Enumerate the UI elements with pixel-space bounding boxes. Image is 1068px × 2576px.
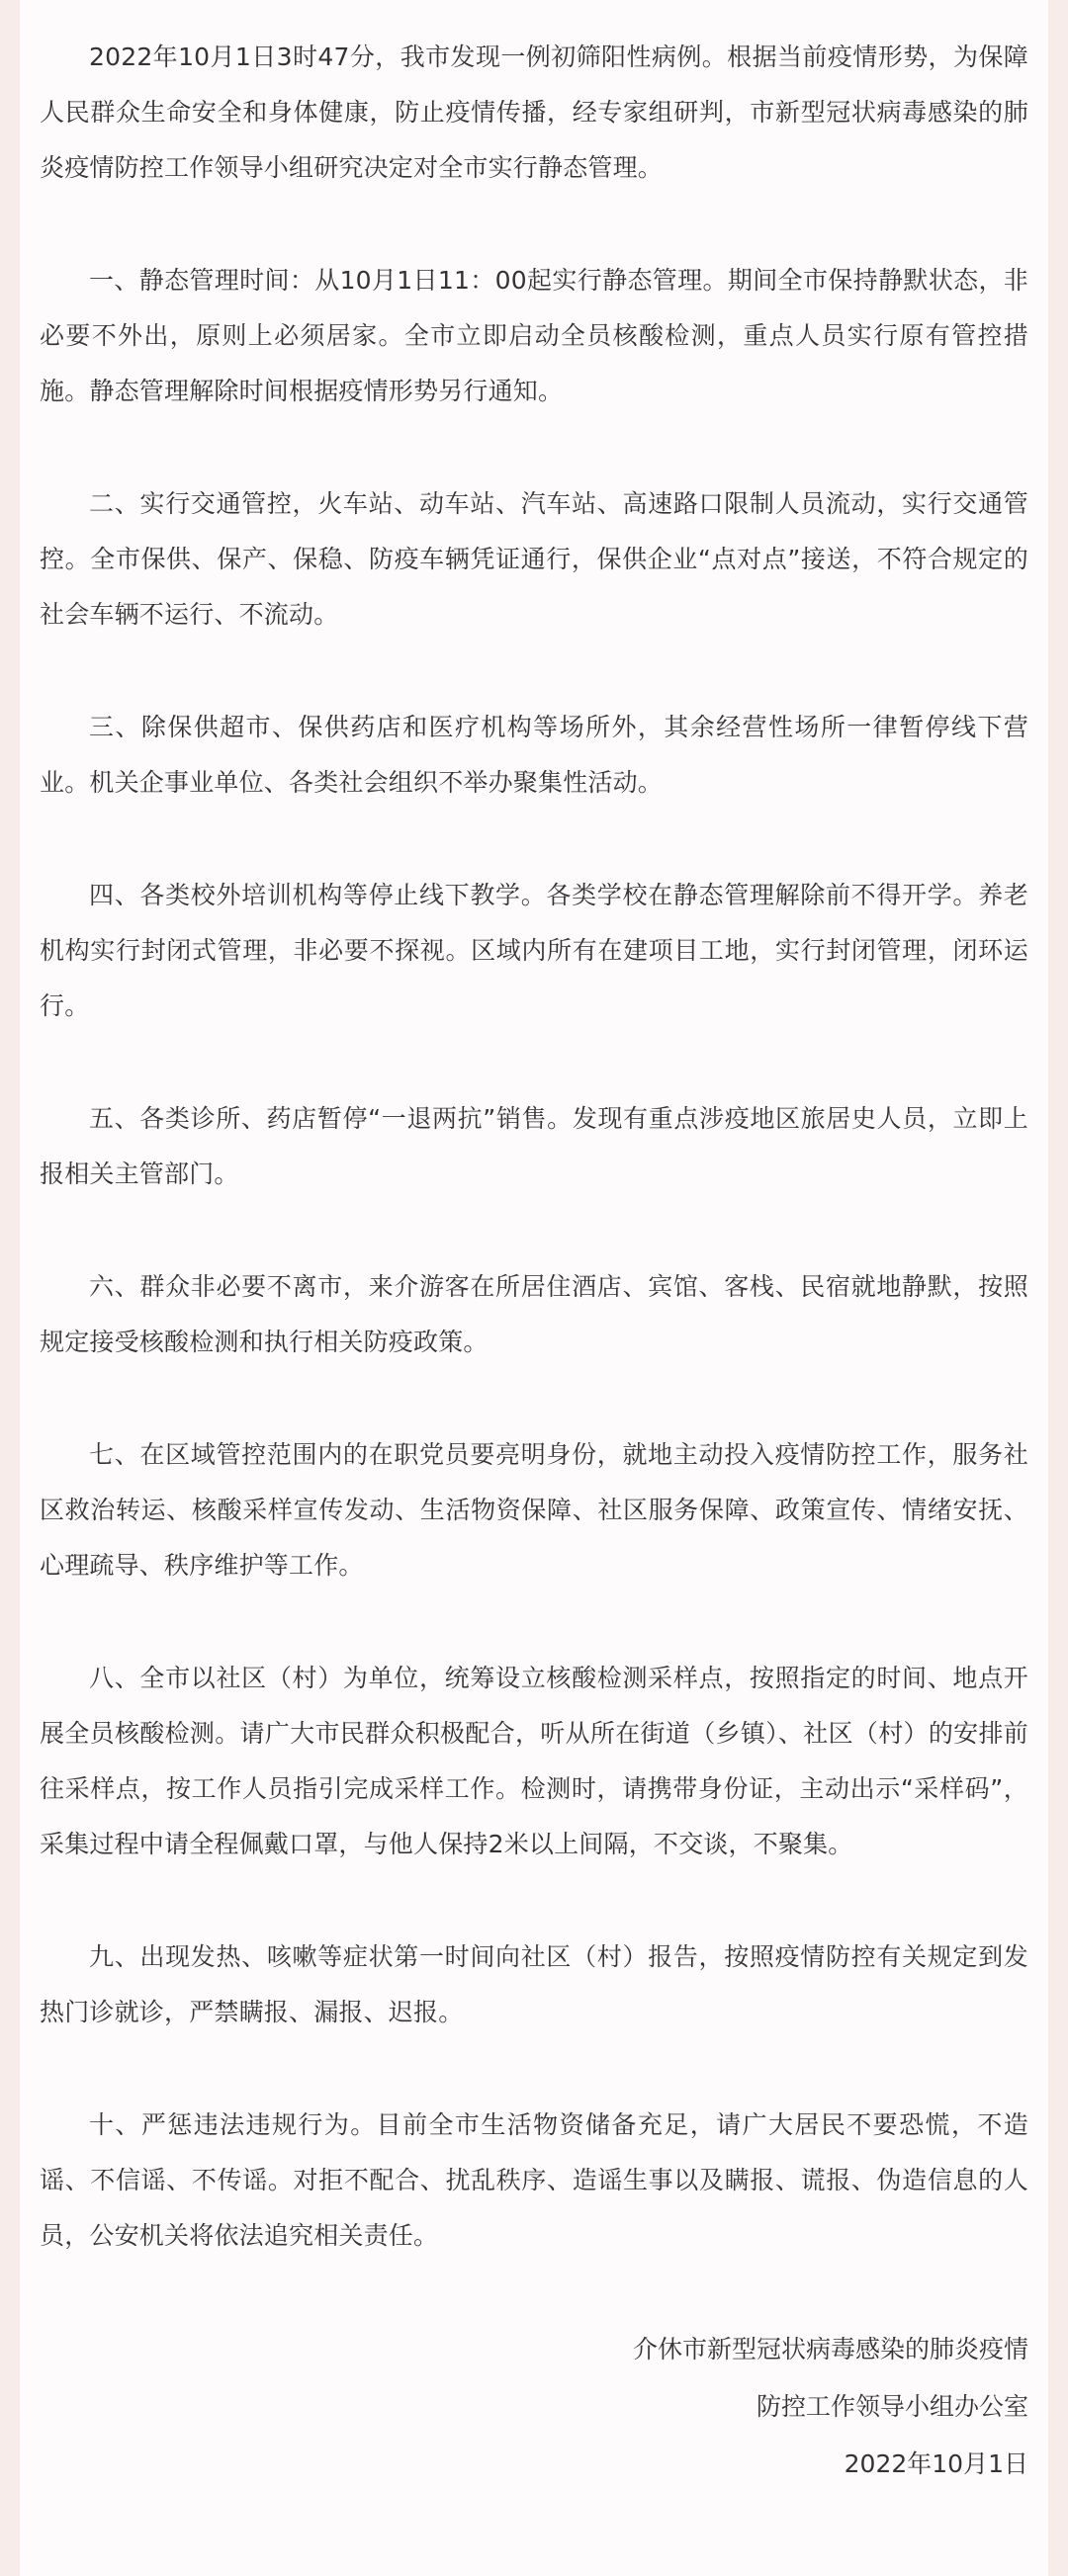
paragraph-item-7: 七、在区域管控范围内的在职党员要亮明身份，就地主动投入疫情防控工作，服务社区救治转运、核酸采样宣传发动、生活物资保障、社区服务保障、政策宣传、情绪安抚、心理疏导、秩序维护等工作。	[40, 1440, 1028, 1580]
paragraph-item-8: 八、全市以社区（村）为单位，统筹设立核酸检测采样点，按照指定的时间、地点开展全员核酸检测。请广大市民群众积极配合，听从所在街道（乡镇）、社区（村）的安排前往采样点，按工作人员指引完成采样工作。检测时，请携带身份证，主动出示“采样码”，采集过程中请全程佩戴口罩，与他人保持2米以上间隔，不交谈，不聚集。	[40, 1664, 1028, 1858]
paragraph-item-6: 六、群众非必要不离市，来介游客在所居住酒店、宾馆、客栈、民宿就地静默，按照规定接受核酸检测和执行相关防疫政策。	[40, 1272, 1028, 1356]
paragraph-item-4: 四、各类校外培训机构等停止线下教学。各类学校在静态管理解除前不得开学。养老机构实行封闭式管理，非必要不探视。区域内所有在建项目工地，实行封闭管理，闭环运行。	[40, 881, 1028, 1020]
paragraph-item-10: 十、严惩违法违规行为。目前全市生活物资储备充足，请广大居民不要恐慌，不造谣、不信谣、不传谣。对拒不配合、扰乱秩序、造谣生事以及瞒报、谎报、伪造信息的人员，公安机关将依法追究相关责任。	[40, 2110, 1028, 2250]
notice-body	[40, 30, 1028, 2493]
document-page	[20, 0, 1048, 2576]
paragraph-intro: 2022年10月1日3时47分，我市发现一例初筛阳性病例。根据当前疫情形势，为保障人民群众生命安全和身体健康，防止疫情传播，经专家组研判，市新型冠状病毒感染的肺炎疫情防控工作领导小组研究决定对全市实行静态管理。	[40, 43, 1028, 182]
paragraph-item-5: 五、各类诊所、药店暂停“一退两抗”销售。发现有重点涉疫地区旅居史人员，立即上报相关主管部门。	[40, 1104, 1028, 1188]
paragraph-item-9: 九、出现发热、咳嗽等症状第一时间向社区（村）报告，按照疫情防控有关规定到发热门诊就诊，严禁瞒报、漏报、迟报。	[40, 1942, 1028, 2026]
paragraph-item-1: 一、静态管理时间：从10月1日11：00起实行静态管理。期间全市保持静默状态，非必要不外出，原则上必须居家。全市立即启动全员核酸检测，重点人员实行原有管控措施。静态管理解除时间根据疫情形势另行通知。	[40, 266, 1028, 405]
paragraph-item-2: 二、实行交通管控，火车站、动车站、汽车站、高速路口限制人员流动，实行交通管控。全市保供、保产、保稳、防疫车辆凭证通行，保供企业“点对点”接送，不符合规定的社会车辆不运行、不流动。	[40, 489, 1028, 629]
signature-org-line-2: 防控工作领导小组办公室	[756, 2392, 1028, 2421]
signature-date: 2022年10月1日	[844, 2449, 1028, 2478]
right-margin-band	[1048, 0, 1068, 2576]
left-margin-band	[0, 0, 20, 2576]
signature-block	[40, 2321, 1028, 2493]
paragraph-item-3: 三、除保供超市、保供药店和医疗机构等场所外，其余经营性场所一律暂停线下营业。机关企事业单位、各类社会组织不举办聚集性活动。	[40, 713, 1028, 797]
signature-org-line-1: 介休市新型冠状病毒感染的肺炎疫情	[632, 2335, 1028, 2363]
